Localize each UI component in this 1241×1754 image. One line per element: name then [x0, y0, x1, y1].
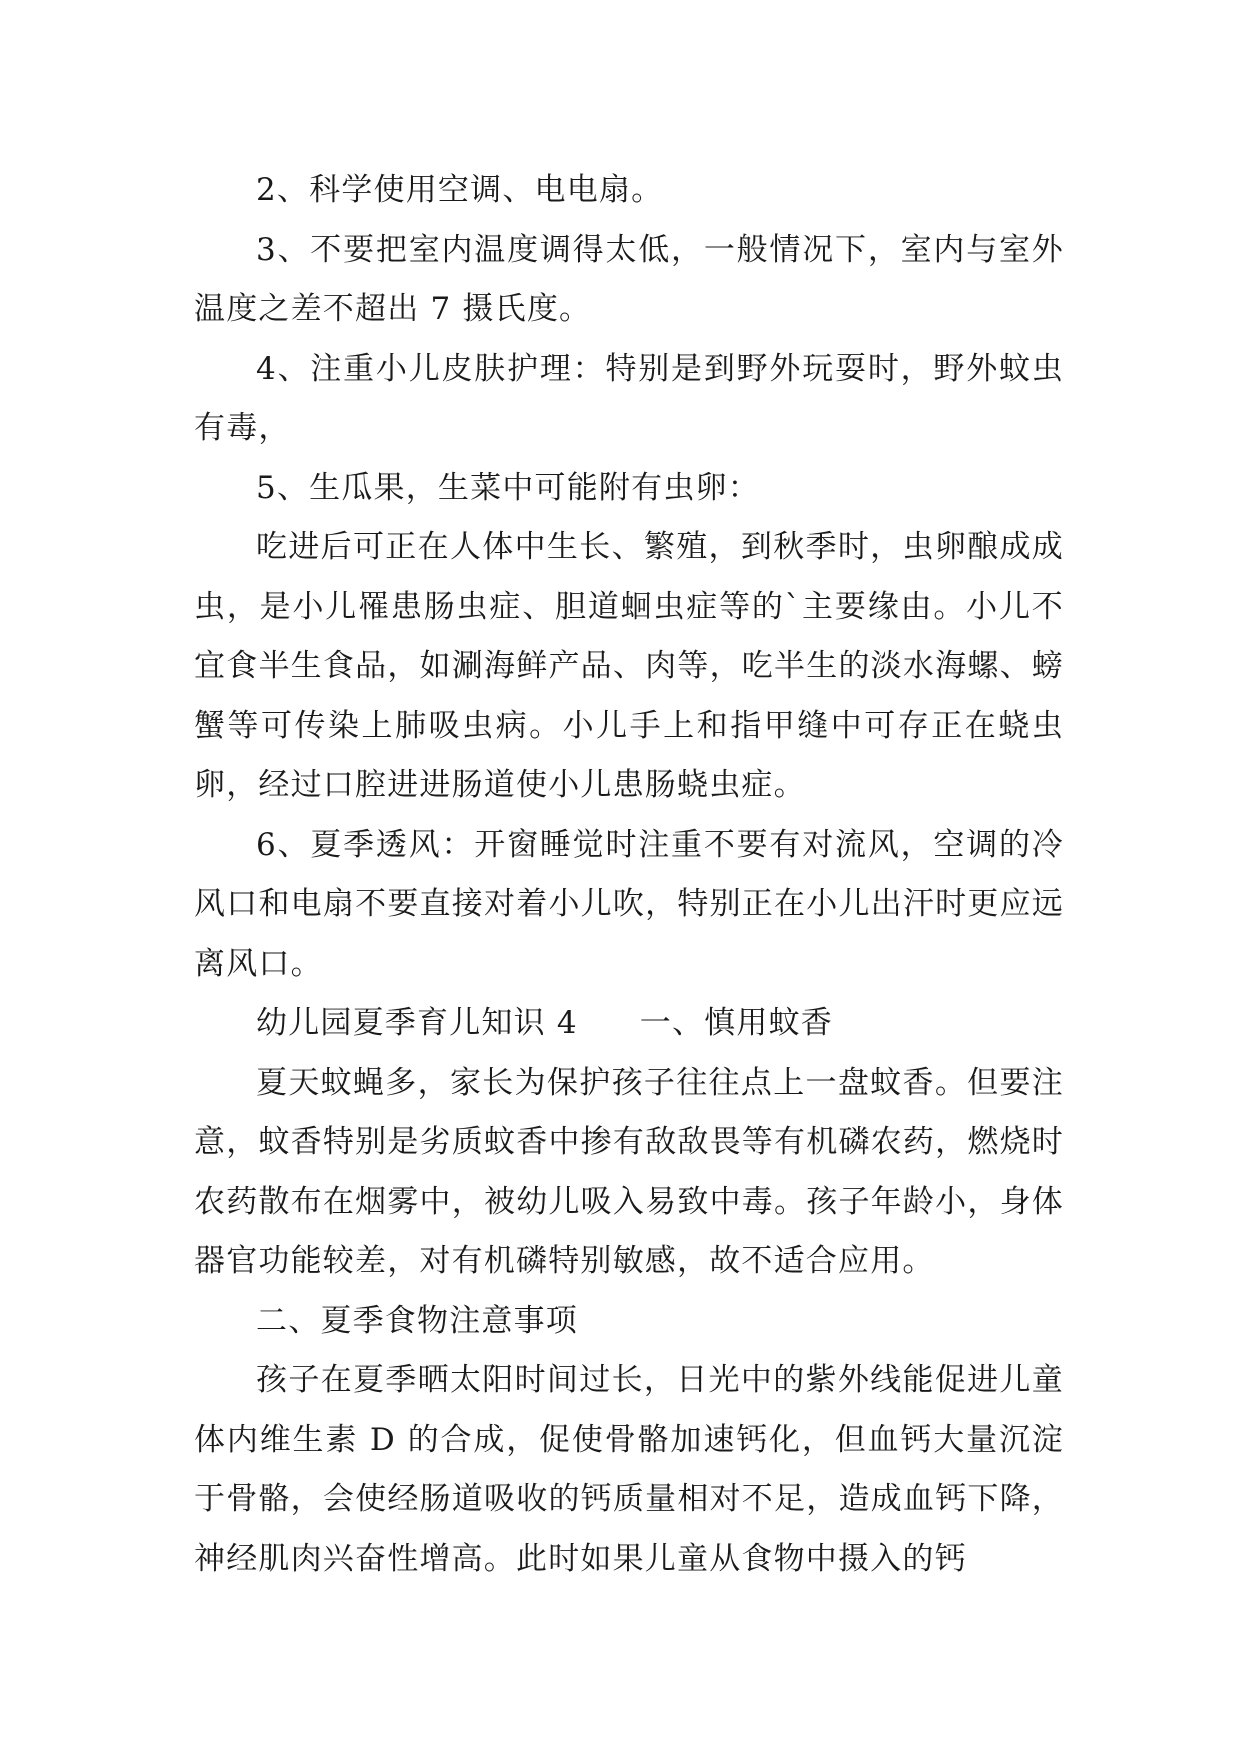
subheading-food-notes: 二、夏季食物注意事项 — [256, 1302, 578, 1339]
paragraph-sun-calcium: 孩子在夏季晒太阳时间过长，日光中的紫外线能促进儿童体内维生素 D 的合成，促使骨骼加速钙化，但血钙大量沉淀于骨骼，会使经肠道吸收的钙质量相对不足，造成血钙下降，神经肌肉兴奋性增高。此时如果儿童从食物中摄入的钙 — [194, 1362, 1064, 1577]
paragraph-item-2: 2、科学使用空调、电电扇。 — [256, 172, 664, 208]
section-subtitle: 一、慎用蚊香 — [639, 1005, 833, 1041]
paragraph-mosquito-coil: 夏天蚊蝇多，家长为保护孩子往往点上一盘蚊香。但要注意，蚊香特别是劣质蚊香中掺有敌敌畏等有机磷农药，燃烧时农药散布在烟雾中，被幼儿吸入易致中毒。孩子年龄小，身体器官功能较差，对有机磷特别敏感，故不适合应用。 — [194, 1064, 1064, 1279]
section-heading — [194, 994, 1064, 1054]
paragraph-parasite-eggs: 吃进后可正在人体中生长、繁殖，到秋季时，虫卵酿成成虫，是小儿罹患肠虫症、胆道蛔虫症等的`主要缘由。小儿不宜食半生食品，如涮海鲜产品、肉等，吃半生的淡水海螺、螃蟹等可传染上肺吸虫病。小儿手上和指甲缝中可存正在蛲虫卵，经过口腔进进肠道使小儿患肠蛲虫症。 — [194, 529, 1064, 803]
section-title: 幼儿园夏季育儿知识 4 — [256, 1005, 578, 1041]
paragraph-item-3: 3、不要把室内温度调得太低，一般情况下，室内与室外温度之差不超出 7 摄氏度。 — [194, 231, 1064, 327]
document-body — [194, 161, 1064, 1589]
paragraph-item-5: 5、生瓜果，生菜中可能附有虫卵： — [256, 469, 760, 506]
paragraph-item-6: 6、夏季透风：开窗睡觉时注重不要有对流风，空调的冷风口和电扇不要直接对着小儿吹，特别正在小儿出汗时更应远离风口。 — [194, 826, 1064, 982]
paragraph-item-4: 4、注重小儿皮肤护理：特别是到野外玩耍时，野外蚊虫有毒， — [194, 350, 1064, 446]
